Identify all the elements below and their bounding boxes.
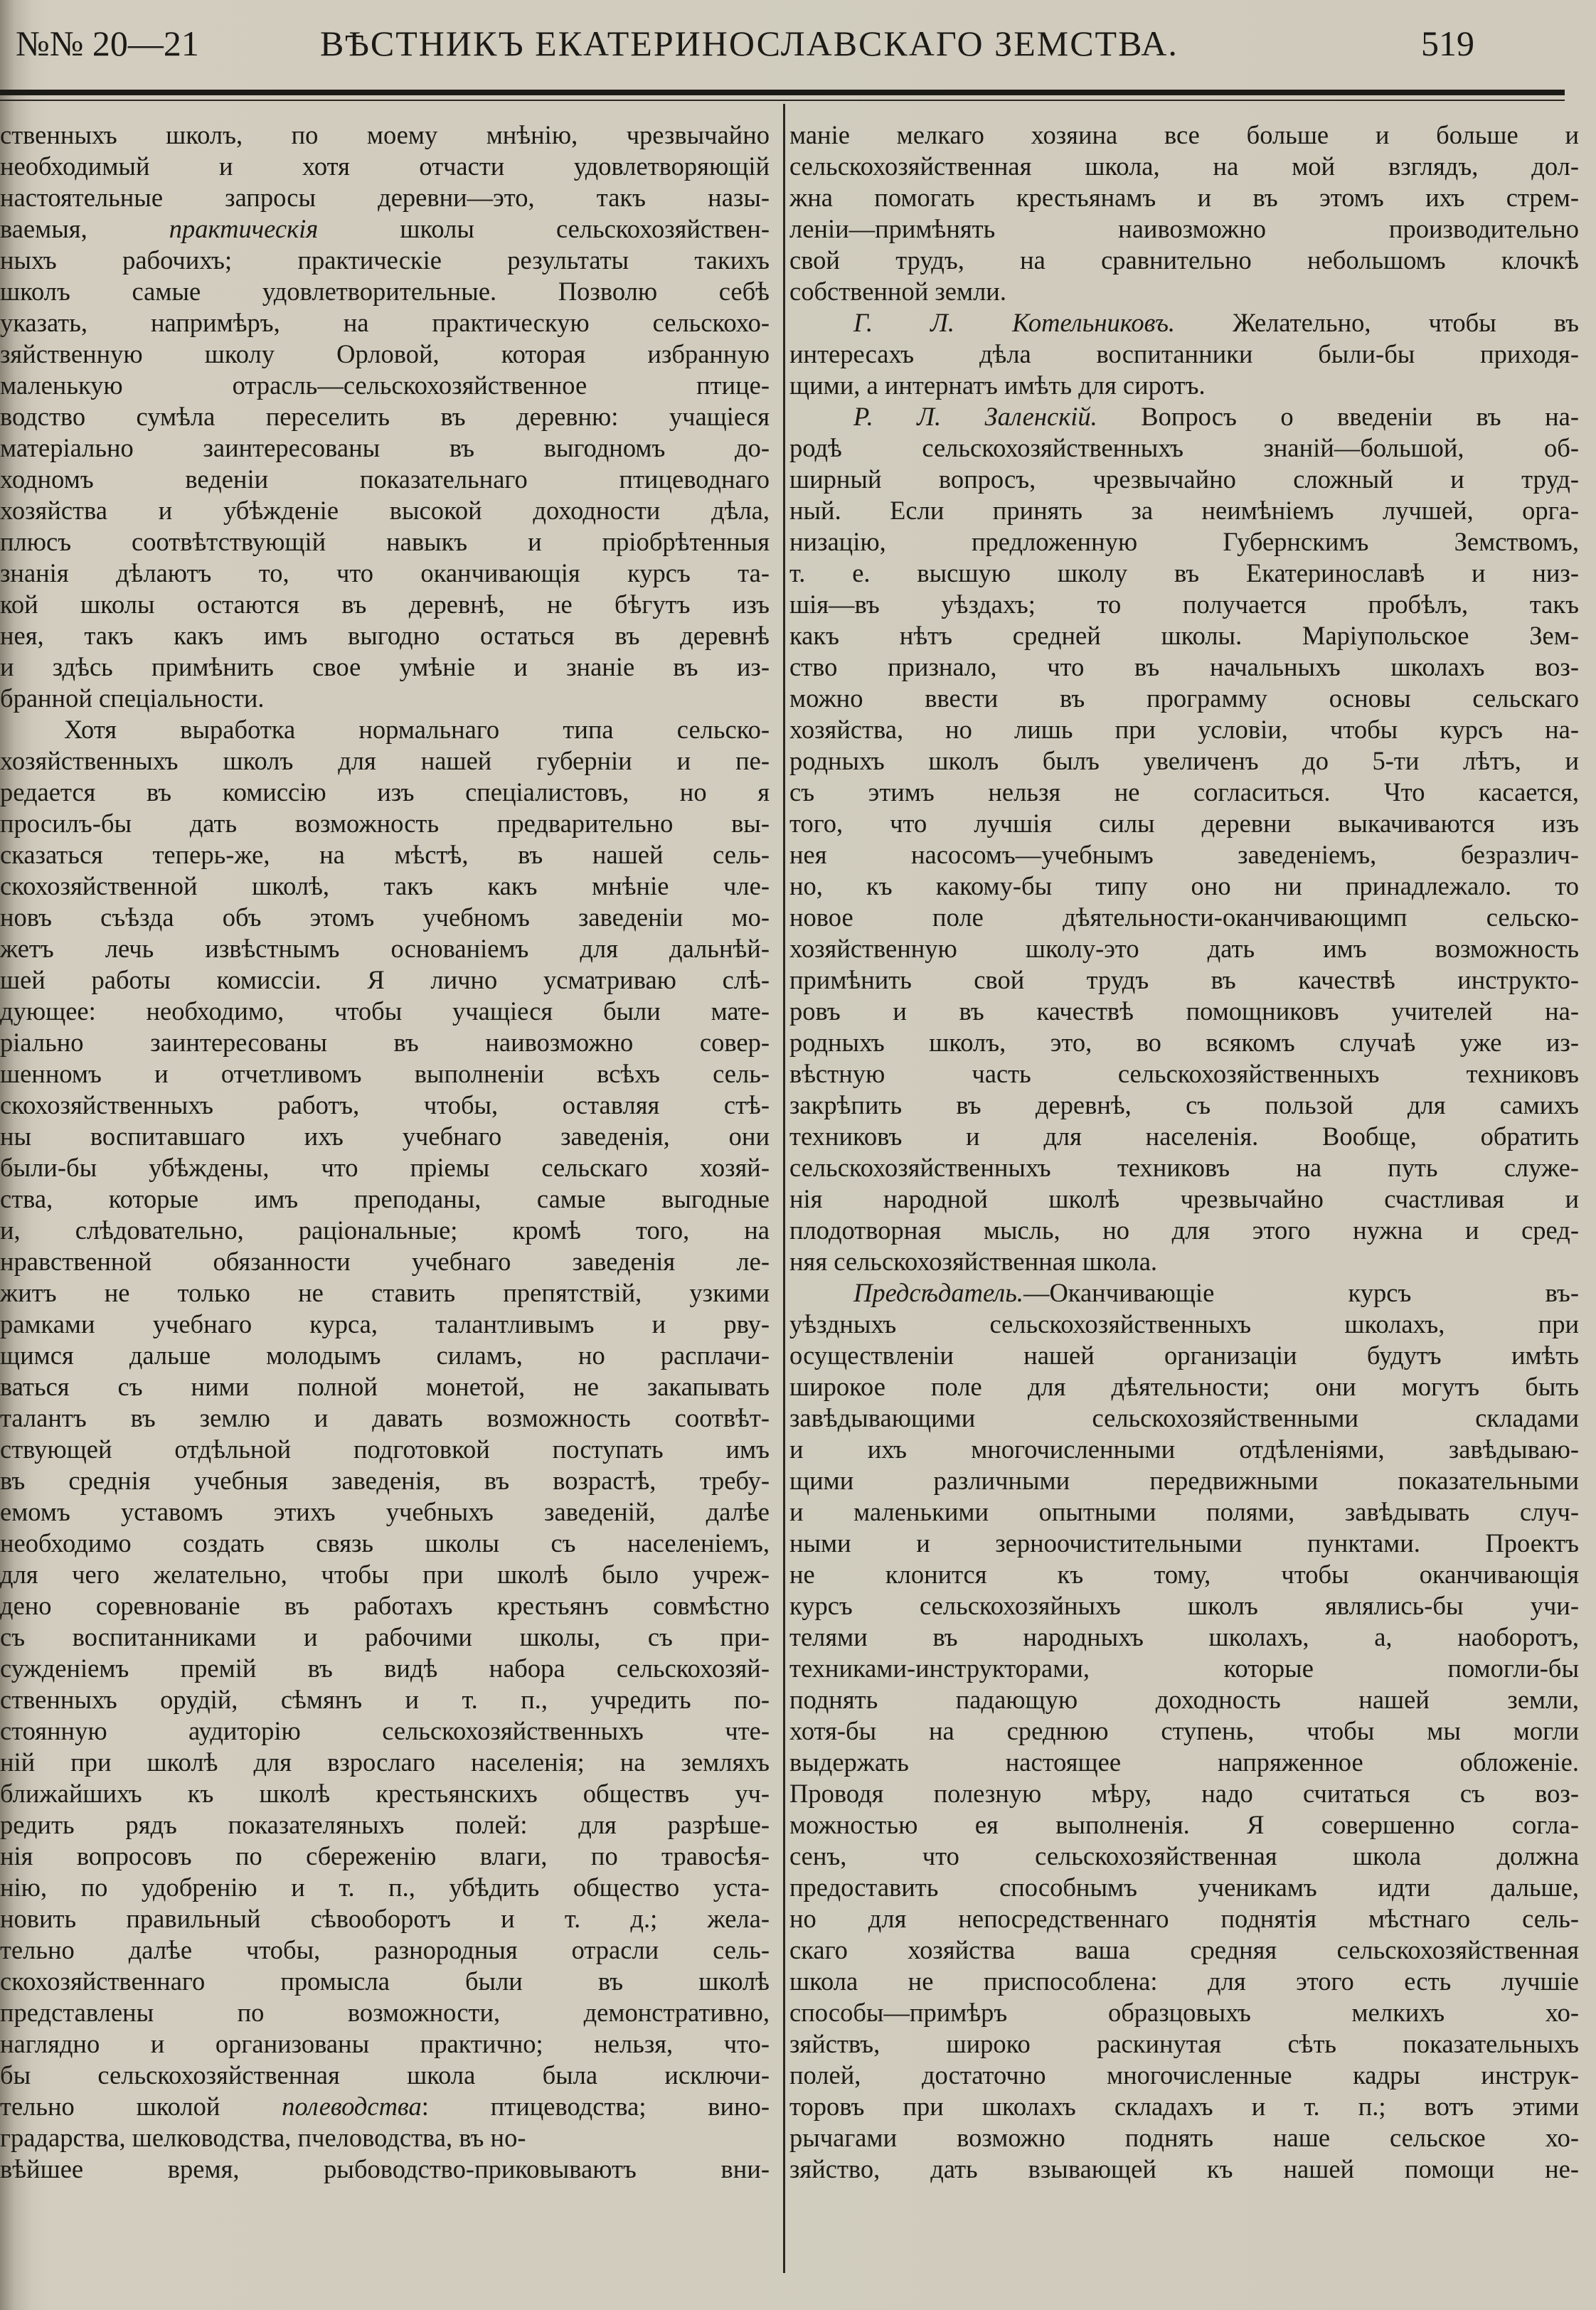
text-line: новое поле дѣятельности-оканчивающимп сельско- [789,903,1579,932]
text-line: щимся дальше молодымъ силамъ, но расплачи- [0,1341,770,1370]
text-line: вѣстную часть сельскохозяйственныхъ техниковъ [789,1059,1579,1088]
text-line: градарства, шелководства, пчеловодства, въ но- [0,2123,526,2152]
text-line: бранной спеціальности. [0,683,265,713]
text-line: новъ съѣзда объ этомъ учебномъ заведеніи мо- [0,903,770,932]
text-line: Проводя полезную мѣру, надо считаться съ воз- [789,1779,1579,1808]
text-line: шія—въ уѣздахъ; то получается пробѣлъ, такъ [789,590,1579,619]
text-line: интересахъ дѣла воспитанники были-бы приходя- [789,339,1579,368]
text-line: зяйствъ, широко раскинутая сѣть показательныхъ [789,2029,1579,2058]
text-line: техниковъ и для населенія. Вообще, обратить [789,1122,1579,1151]
text-line: нравственной обязанности учебнаго заведенія ле- [0,1247,770,1276]
text-line: съ воспитанниками и рабочими школы, съ при- [0,1622,770,1651]
text-line: скохозяйственнаго промысла были въ школѣ [0,1966,770,1996]
text-line: ріально заинтересованы въ наивозможно совер- [0,1028,770,1057]
text-line: стоянную аудиторію сельскохозяйственныхъ чте- [0,1716,770,1745]
text-line: хозяйства и убѣжденіе высокой доходности дѣла, [0,496,770,525]
text-line: закрѣпить въ деревнѣ, съ пользой для самихъ [789,1090,1579,1119]
text-line: способы—примѣръ образцовыхъ мелкихъ хо- [789,1998,1579,2027]
text-line: и, слѣдовательно, раціональные; кромѣ того, на [0,1215,770,1245]
text-line: собственной земли. [789,277,1006,306]
text-line: маніе мелкаго хозяина все больше и больше и [789,120,1579,149]
text-line: хотя-бы на среднюю ступень, чтобы мы могли [789,1716,1579,1745]
text-line: хозяйственную школу-это дать имъ возможность [789,934,1579,963]
text-line: вѣйшее время, рыбоводство-приковываютъ вни- [0,2154,770,2183]
text-line: ственныхъ школъ, по моему мнѣнію, чрезвычайно [0,120,770,149]
text-line: Предсѣдатель.—Оканчивающіе курсъ въ- [853,1278,1579,1307]
text-line: ства, которые имъ преподаны, самые выгодные [0,1184,770,1213]
text-line: бы сельскохозяйственная школа была исключи- [0,2060,770,2090]
text-line: нея насосомъ—учебнымъ заведеніемъ, безразлич- [789,840,1579,869]
text-line: жна помогать крестьянамъ и въ этомъ ихъ стрем- [789,183,1579,212]
text-line: ственныхъ орудій, сѣмянъ и т. п., учредить по- [0,1685,770,1714]
text-line: рычагами возможно поднять наше сельское хо- [789,2123,1579,2152]
text-line: ширный вопросъ, чрезвычайно сложный и труд- [789,464,1579,494]
text-line: плодотворная мысль, но для этого нужна и сред- [789,1215,1579,1245]
text-line: Р. Л. Заленскій. Вопросъ о введеніи въ на- [853,402,1579,431]
text-line: ныхъ рабочихъ; практическіе результаты такихъ [0,245,770,275]
text-line: плюсъ соотвѣтствующій навыкъ и пріобрѣтенныя [0,527,770,556]
text-line: ваться съ ними полной монетой, не закапывать [0,1372,770,1401]
text-line: новить правильный сѣвооборотъ и т. д.; жела- [0,1904,770,1933]
text-line: поднять падающую доходность нашей земли, [789,1685,1579,1714]
text-line: щими различными передвижными показательными [789,1466,1579,1495]
text-line: Г. Л. Котельниковъ. Желательно, чтобы въ [853,308,1579,337]
text-line: примѣнить свой трудъ въ качествѣ инструкто- [789,965,1579,994]
text-line: хозяйства, но лишь при условіи, чтобы курсъ на- [789,715,1579,744]
text-line: ный. Если принять за неимѣніемъ лучшей, орга- [789,496,1579,525]
column-divider [783,104,785,2273]
text-line: но, къ какому-бы типу оно ни принадлежало. то [789,871,1579,900]
text-line: ство признало, что въ начальныхъ школахъ воз- [789,652,1579,681]
text-line: сельскохозяйственныхъ техниковъ на путь служе- [789,1153,1579,1182]
left-text-column [0,119,770,2185]
text-line: редить рядъ показателяныхъ полей: для разрѣше- [0,1810,770,1839]
text-line: и здѣсь примѣнить свое умѣніе и знаніе въ из- [0,652,770,681]
text-line: маленькую отрасль—сельскохозяйственное птице- [0,371,770,400]
text-line: съ этимъ нельзя не согласиться. Что касается, [789,777,1579,807]
text-line: зяйственную школу Орловой, которая избранную [0,339,770,368]
text-line: няя сельскохозяйственная школа. [789,1247,1158,1276]
text-line: указать, напримѣръ, на практическую сельскохо- [0,308,770,337]
text-line: уѣздныхъ сельскохозяйственныхъ школахъ, при [789,1309,1579,1338]
text-line: школа не приспособлена: для этого есть лучшіе [789,1966,1579,1996]
text-line: не клонится къ тому, чтобы оканчивающія [789,1560,1579,1589]
text-line: и ихъ многочисленными отдѣленіями, завѣдываю- [789,1435,1579,1464]
text-line: ными и зерноочистительными пунктами. Проектъ [789,1528,1579,1558]
text-line: ствующей отдѣльной подготовкой поступать имъ [0,1435,770,1464]
text-line: щими, а интернатъ имѣть для сиротъ. [789,371,1206,400]
text-line: скохозяйственныхъ работъ, чтобы, оставляя стѣ- [0,1090,770,1119]
text-line: того, что лучшія силы деревни выкачиваются изъ [789,809,1579,838]
text-line: ближайшихъ къ школѣ крестьянскихъ обществъ уч- [0,1779,770,1808]
text-line: водство сумѣла переселить въ деревню: учащіеся [0,402,770,431]
text-line: осуществленіи нашей организаціи будутъ имѣть [789,1341,1579,1370]
text-line: хозяйственныхъ школъ для нашей губерніи и пе- [0,746,770,775]
right-text-column [789,119,1579,2185]
text-line: зяйство, дать взывающей къ нашей помощи не- [789,2154,1579,2183]
text-line: матеріально заинтересованы въ выгодномъ до- [0,433,770,462]
text-line: широкое поле для дѣятельности; они могутъ быть [789,1372,1579,1401]
text-line: Хотя выработка нормальнаго типа сельско- [64,715,770,744]
text-line: для чего желательно, чтобы при школѣ было учреж- [0,1560,770,1589]
text-line: предоставить способнымъ ученикамъ идти дальше, [789,1873,1579,1902]
text-line: техниками-инструкторами, которые помогли-бы [789,1654,1579,1683]
text-line: родѣ сельскохозяйственныхъ знаній—большой, об- [789,433,1579,462]
text-line: свой трудъ, на сравнительно небольшомъ клочкѣ [789,245,1579,275]
text-line: дующее: необходимо, чтобы учащіеся были мате- [0,996,770,1026]
text-line: завѣдывающими сельскохозяйственными складами [789,1403,1579,1432]
text-line: родныхъ школъ, это, во всякомъ случаѣ уже из- [789,1028,1579,1057]
text-line: ній при школѣ для взрослаго населенія; на земляхъ [0,1747,770,1777]
text-line: нея, такъ какъ имъ выгодно остаться въ деревнѣ [0,621,770,650]
text-line: шенномъ и отчетливомъ выполненіи всѣхъ сель- [0,1059,770,1088]
text-line: ровъ и въ качествѣ помощниковъ учителей на- [789,996,1579,1026]
page-header [0,20,1596,77]
text-line: но для непосредственнаго поднятія мѣстнаго сель- [789,1904,1579,1933]
text-line: школъ самые удовлетворительные. Позволю себѣ [0,277,770,306]
text-line: нія вопросовъ по сбереженію влаги, по травосѣя- [0,1841,770,1870]
text-line: т. е. высшую школу въ Екатеринославѣ и низ- [789,558,1579,587]
text-line: родныхъ школъ былъ увеличенъ до 5-ти лѣтъ, и [789,746,1579,775]
text-line: тельно школой полеводства: птицеводства; вино- [0,2092,770,2121]
text-line: низацію, предложенную Губернскимъ Земствомъ, [789,527,1579,556]
text-line: просилъ-бы дать возможность предварительно вы- [0,809,770,838]
text-line: шей работы комиссіи. Я лично усматриваю слѣ- [0,965,770,994]
text-line: полей, достаточно многочисленные кадры инструк- [789,2060,1579,2090]
text-line: настоятельные запросы деревни—это, такъ назы- [0,183,770,212]
text-line: ны воспитавшаго ихъ учебнаго заведенія, они [0,1122,770,1151]
text-line: емомъ уставомъ этихъ учебныхъ заведеній, далѣе [0,1497,770,1526]
text-line: знанія дѣлаютъ то, что оканчивающія курсъ та- [0,558,770,587]
text-line: въ среднія учебныя заведенія, въ возрастѣ, требу- [0,1466,770,1495]
text-line: леніи—примѣнять наивозможно производительно [789,214,1579,243]
text-line: скохозяйственной школѣ, такъ какъ мнѣніе чле- [0,871,770,900]
page-number: 519 [1421,23,1474,63]
text-line: нію, по удобренію и т. п., убѣдить общество уста- [0,1873,770,1902]
text-line: телями въ народныхъ школахъ, а, наоборотъ, [789,1622,1579,1651]
text-line: нія народной школѣ чрезвычайно счастливая и [789,1184,1579,1213]
text-line: сужденіемъ премій въ видѣ набора сельскохозяй- [0,1654,770,1683]
text-line: представлены по возможности, демонстративно, [0,1998,770,2027]
text-line: можностью ея выполненія. Я совершенно согла- [789,1810,1579,1839]
header-rule-thick [0,90,1565,95]
issue-number: №№ 20—21 [16,23,199,63]
text-line: редается въ комиссію изъ спеціалистовъ, но я [0,777,770,807]
text-line: сельскохозяйственная школа, на мой взглядъ, дол- [789,151,1579,181]
text-line: выдержать настоящее напряженное обложеніе. [789,1747,1579,1777]
text-line: можно ввести въ программу основы сельскаго [789,683,1579,713]
text-line: и маленькими опытными полями, завѣдывать случ- [789,1497,1579,1526]
text-line: тельно далѣе чтобы, разнородныя отрасли сель- [0,1935,770,1964]
text-line: необходимый и хотя отчасти удовлетворяющій [0,151,770,181]
text-line: дено соревнованіе въ работахъ крестьянъ совмѣстно [0,1591,770,1620]
text-line: курсъ сельскохозяйныхъ школъ являлись-бы учи- [789,1591,1579,1620]
journal-title: ВѢСТНИКЪ ЕКАТЕРИНОСЛАВСКАГО ЗЕМСТВА. [320,23,1179,63]
text-line: ходномъ веденіи показательнаго птицеводнаго [0,464,770,494]
header-rule-thin [0,100,1565,101]
text-line: сказаться теперь-же, на мѣстѣ, въ нашей сель- [0,840,770,869]
text-line: скаго хозяйства ваша средняя сельскохозяйственная [789,1935,1579,1964]
text-line: наглядно и организованы практично; нельзя, что- [0,2029,770,2058]
text-line: рамками учебнаго курса, талантливымъ и рву- [0,1309,770,1338]
text-line: житъ не только не ставить препятствій, узкими [0,1278,770,1307]
text-line: необходимо создать связь школы съ населеніемъ, [0,1528,770,1558]
text-line: жетъ лечь извѣстнымъ основаніемъ для дальнѣй- [0,934,770,963]
text-line: сенъ, что сельскохозяйственная школа должна [789,1841,1579,1870]
text-line: ваемыя, практическія школы сельскохозяйствен- [0,214,770,243]
text-line: были-бы убѣждены, что пріемы сельскаго хозяй- [0,1153,770,1182]
text-line: кой школы остаются въ деревнѣ, не бѣгутъ изъ [0,590,770,619]
text-line: талантъ въ землю и давать возможность соотвѣт- [0,1403,770,1432]
text-line: торовъ при школахъ складахъ и т. п.; вотъ этими [789,2092,1579,2121]
text-line: какъ нѣтъ средней школы. Маріупольское Зем- [789,621,1579,650]
